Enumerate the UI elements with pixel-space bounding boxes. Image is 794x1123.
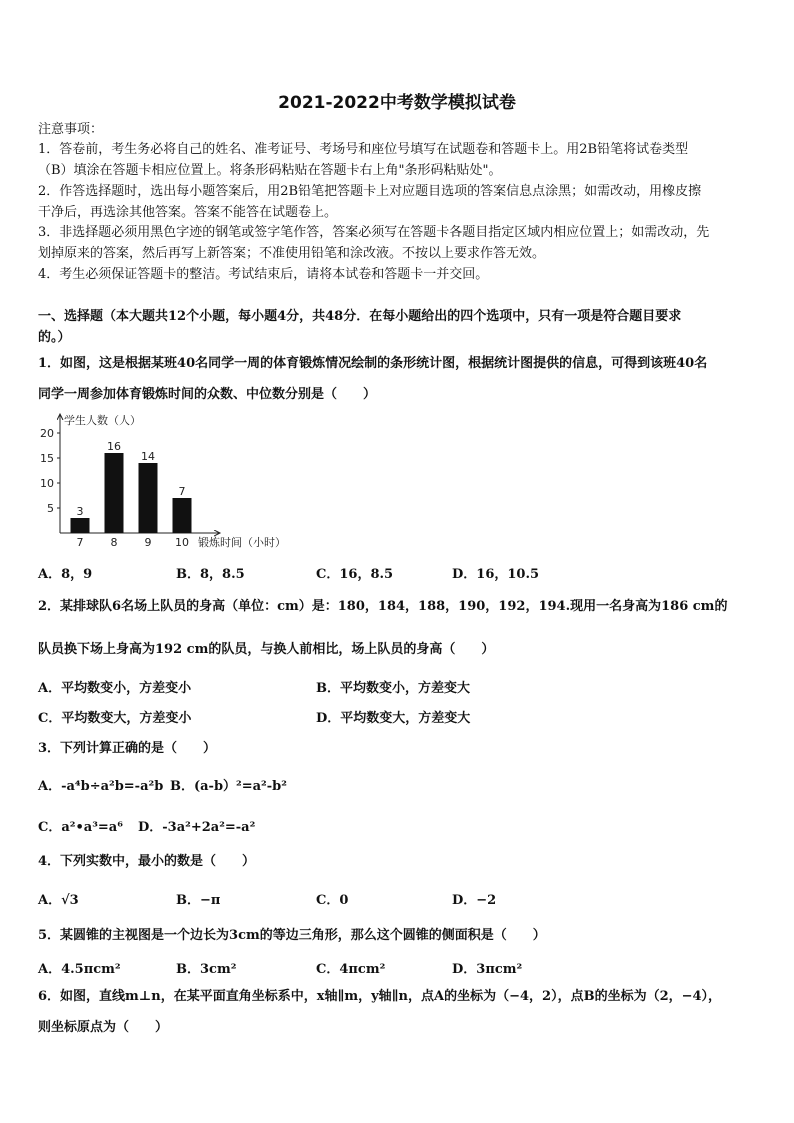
question-4-stem: 4．下列实数中，最小的数是（ ） [38,854,256,869]
notice-line: 划掉原来的答案，然后再写上新答案；不准使用铅笔和涂改液。不按以上要求作答无效。 [38,246,546,261]
bar [173,498,192,533]
bar-value-label: 7 [178,485,186,498]
x-tick-label: 8 [110,536,118,549]
notice-heading: 注意事项： [38,122,104,137]
bar-value-label: 16 [107,440,121,453]
bar [139,463,158,533]
y-tick-label: 15 [40,452,54,465]
question-6-stem: 6．如图，直线m⊥n，在某平面直角坐标系中，x轴∥m，y轴∥n，点A的坐标为（−4，2），点B的坐标为（2，−4）， [38,989,722,1004]
q4-option-a: A．√3 [38,893,79,908]
notice-line: 3．非选择题必须用黑色字迹的钢笔或签字笔作答，答案必须写在答题卡各题目指定区域内相应位置上；如需改动，先 [38,225,710,240]
q1-option-a: A．8，9 [38,567,93,582]
q4-option-c: C．0 [316,893,349,908]
question-5-stem: 5．某圆锥的主视图是一个边长为3cm的等边三角形，那么这个圆锥的侧面积是（ ） [38,928,546,943]
q4-option-b: B．−π [176,893,221,908]
q5-option-d: D．3πcm² [452,962,523,977]
question-6-stem-cont: 则坐标原点为（ ） [38,1020,169,1035]
y-tick-label: 10 [40,477,54,490]
y-axis-label: 学生人数（人） [64,414,141,427]
q2-option-b: B．平均数变小，方差变大 [316,681,470,696]
bar [71,518,90,533]
notice-line: 1．答卷前，考生务必将自己的姓名、准考证号、考场号和座位号填写在试题卷和答题卡上。用2B铅笔将试卷类型 [38,142,689,157]
page-title: 2021-2022中考数学模拟试卷 [278,93,516,113]
y-tick-label: 5 [47,502,54,515]
q5-option-a: A．4.5πcm² [38,962,121,977]
x-tick-label: 7 [76,536,84,549]
bar-value-label: 3 [76,505,84,518]
x-tick-label: 10 [175,536,189,549]
question-1-stem-cont: 同学一周参加体育锻炼时间的众数、中位数分别是（ ） [38,387,377,402]
q2-option-c: C．平均数变大，方差变小 [38,711,192,726]
x-tick-label: 9 [144,536,152,549]
question-3-stem: 3．下列计算正确的是（ ） [38,741,217,756]
q1-option-c: C．16，8.5 [316,567,394,582]
x-axis-label: 锻炼时间（小时） [198,536,286,549]
section-heading: 一、选择题（本大题共12个小题，每小题4分，共48分．在每小题给出的四个选项中，只有一项是符合题目要求 [38,309,682,324]
notice-line: 2．作答选择题时，选出每小题答案后，用2B铅笔把答题卡上对应题目选项的答案信息点涂黑；如需改动，用橡皮擦 [38,184,702,199]
q2-option-a: A．平均数变小，方差变小 [38,681,192,696]
q3-option-b: B．(a-b）²=a²-b² [170,779,287,794]
q5-option-b: B．3cm² [176,962,237,977]
q2-option-d: D．平均数变大，方差变大 [316,711,471,726]
q3-option-c: C．a²•a³=a⁶ [38,820,123,835]
section-heading-cont: 的。） [38,330,71,345]
question-1-stem: 1．如图，这是根据某班40名同学一周的体育锻炼情况绘制的条形统计图，根据统计图提供的信息，可得到该班40名 [38,356,708,371]
notice-line: 干净后，再选涂其他答案。答案不能答在试题卷上。 [38,205,338,220]
question-2-stem: 2．某排球队6名场上队员的身高（单位：cm）是：180，184，188，190，192，194.现用一名身高为186 cm的 [38,599,728,614]
q4-option-d: D．−2 [452,893,497,908]
notice-line: 4．考生必须保证答题卡的整洁。考试结束后，请将本试卷和答题卡一并交回。 [38,267,489,282]
y-tick-label: 20 [40,427,54,440]
q5-option-c: C．4πcm² [316,962,386,977]
q1-option-d: D．16，10.5 [452,567,540,582]
bar-chart [30,410,330,555]
bar-value-label: 14 [141,450,155,463]
question-2-stem-cont: 队员换下场上身高为192 cm的队员，与换人前相比，场上队员的身高（ ） [38,642,495,657]
q1-option-b: B．8，8.5 [176,567,245,582]
bar [105,453,124,533]
notice-line: （B）填涂在答题卡相应位置上。将条形码粘贴在答题卡右上角"条形码粘贴处"。 [38,163,502,178]
q3-option-a: A．-a⁴b÷a²b=-a²b [38,779,164,794]
q3-option-d: D．-3a²+2a²=-a² [138,820,256,835]
